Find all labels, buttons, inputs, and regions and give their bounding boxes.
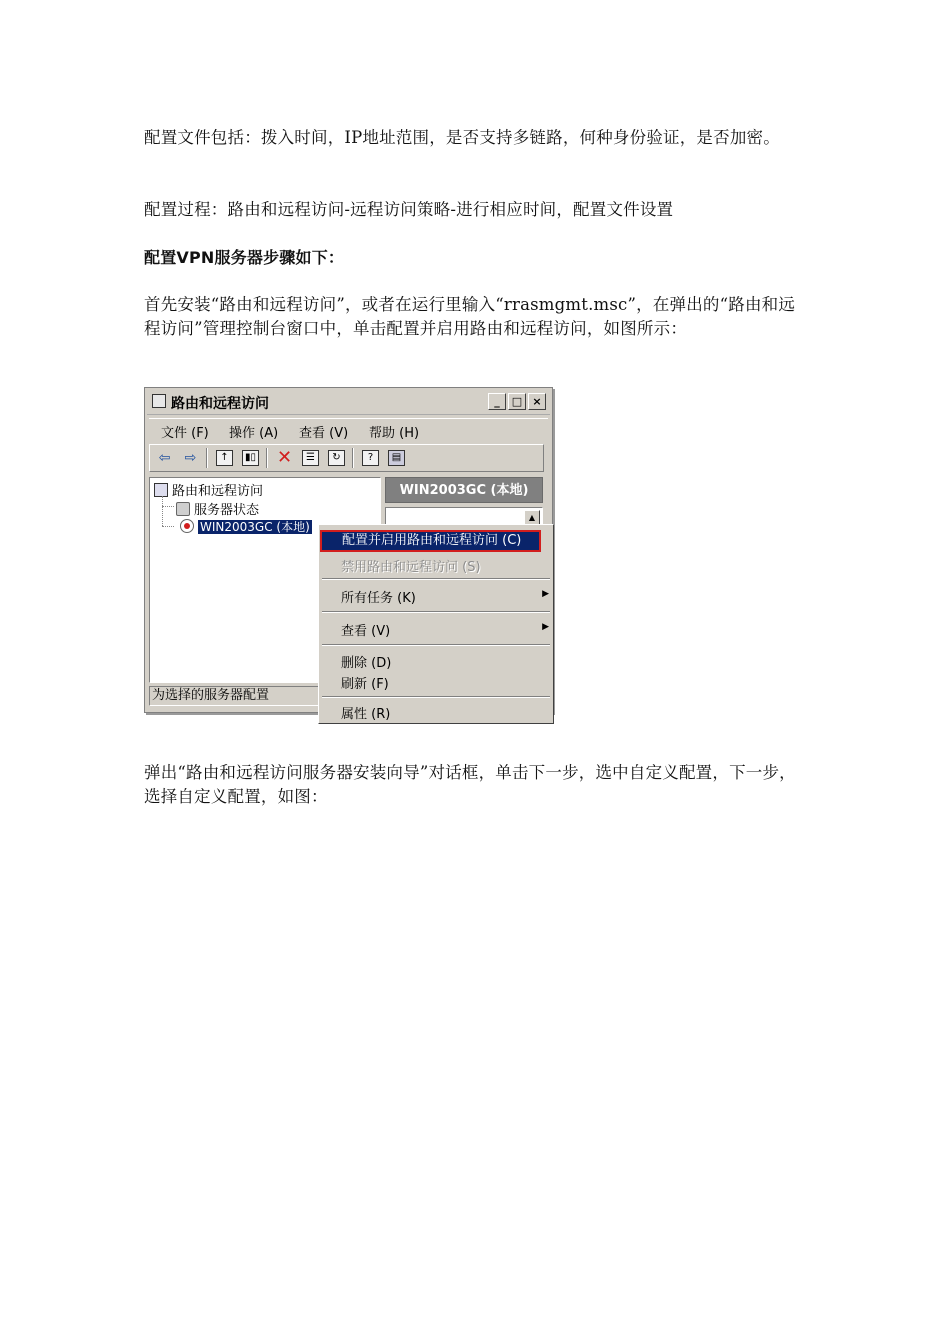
server-stack-icon — [176, 502, 190, 516]
paragraph-wizard-steps: 弹出“路由和远程访问服务器安装向导”对话框，单击下一步，选中自定义配置，下一步，选择自定义配置，如图： — [144, 763, 796, 806]
paragraph-config-files: 配置文件包括：拨入时间，IP地址范围，是否支持多链路，何种身份验证，是否加密。 — [144, 128, 780, 147]
tree-item-server[interactable] — [180, 518, 312, 535]
refresh-icon[interactable]: ↻ — [328, 450, 345, 466]
maximize-button[interactable]: □ — [508, 393, 526, 410]
properties-icon[interactable]: ☰ — [302, 450, 319, 466]
menu-item-configure-enable[interactable]: 配置并启用路由和远程访问 (C) — [320, 530, 541, 552]
menu-view[interactable]: 查看 (V) — [299, 426, 349, 441]
menu-item-properties[interactable]: 属性 (R) — [341, 707, 391, 722]
submenu-arrow-icon: ▶ — [542, 589, 549, 599]
help-icon[interactable]: ? — [362, 450, 379, 466]
heading-vpn-steps: 配置VPN服务器步骤如下： — [144, 248, 345, 267]
menu-item-disable: 禁用路由和远程访问 (S) — [341, 560, 481, 575]
context-menu — [318, 524, 554, 724]
tree-item-server-status-label: 服务器状态 — [194, 503, 260, 518]
menu-item-refresh[interactable]: 刷新 (F) — [341, 677, 389, 692]
menu-action[interactable]: 操作 (A) — [229, 426, 279, 441]
menu-item-delete[interactable]: 删除 (D) — [341, 656, 392, 671]
paragraph-install-steps: 首先安装“路由和远程访问”，或者在运行里输入“rrasmgmt.msc”，在弹出的“路由和远程访问”管理控制台窗口中，单击配置并启用路由和远程访问，如图所示： — [144, 295, 796, 338]
paragraph-config-process: 配置过程：路由和远程访问-远程访问策略-进行相应时间，配置文件设置 — [144, 200, 674, 219]
up-folder-icon[interactable]: ↑ — [216, 450, 233, 466]
minimize-button[interactable]: _ — [488, 393, 506, 410]
details-header: WIN2003GC (本地) — [385, 477, 543, 503]
export-list-icon[interactable]: ▤ — [388, 450, 405, 466]
window-title: 路由和远程访问 — [171, 396, 269, 412]
toolbar — [149, 444, 544, 472]
rras-console-screenshot — [144, 387, 553, 722]
menu-bar — [149, 418, 548, 441]
forward-arrow-icon[interactable]: ⇨ — [184, 450, 197, 466]
console-app-icon — [152, 394, 166, 408]
tree-item-server-status[interactable] — [176, 499, 259, 518]
computer-icon — [154, 483, 168, 497]
show-hide-tree-icon[interactable]: ▮▯ — [242, 450, 259, 466]
back-arrow-icon[interactable]: ⇦ — [158, 450, 171, 466]
scroll-up-icon[interactable]: ▲ — [524, 510, 540, 526]
tree-item-server-label: WIN2003GC (本地) — [200, 520, 310, 534]
delete-icon[interactable]: ✕ — [276, 447, 293, 468]
menu-item-view[interactable]: 查看 (V) — [341, 624, 391, 639]
menu-help[interactable]: 帮助 (H) — [369, 426, 420, 441]
tree-root-label: 路由和远程访问 — [172, 484, 264, 499]
menu-item-all-tasks[interactable]: 所有任务 (K) — [341, 591, 416, 606]
title-bar — [147, 390, 550, 415]
submenu-arrow-icon: ▶ — [542, 622, 549, 632]
tree-root[interactable] — [154, 480, 263, 499]
close-button[interactable]: × — [528, 393, 546, 410]
server-stopped-icon — [180, 519, 194, 533]
menu-file[interactable]: 文件 (F) — [161, 426, 209, 441]
status-bar: 为选择的服务器配置 — [149, 686, 319, 706]
